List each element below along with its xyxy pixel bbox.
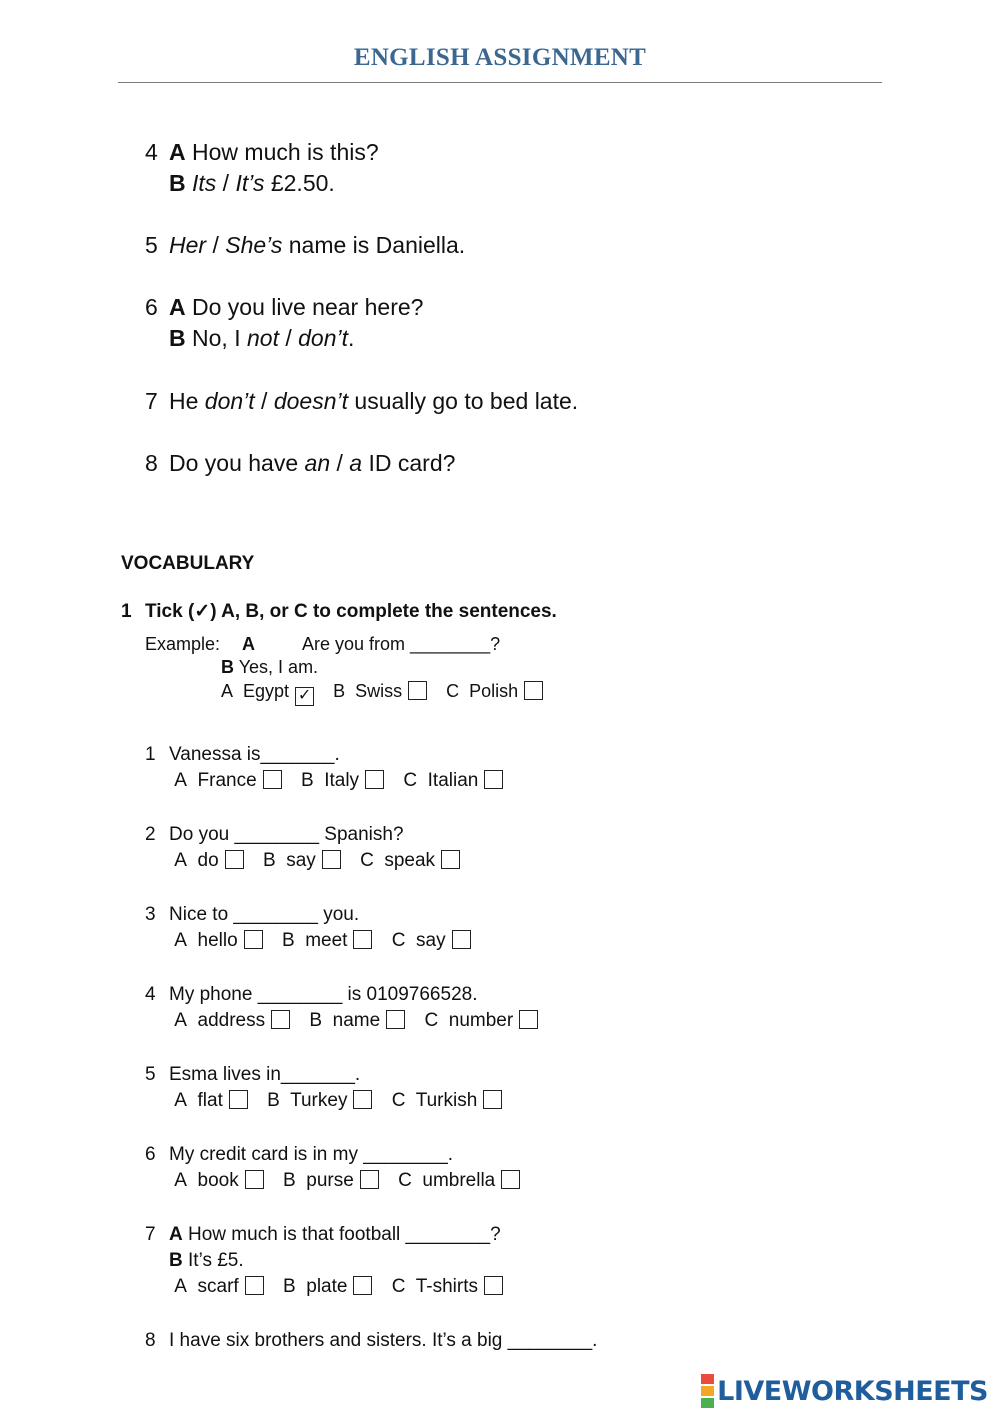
question-number: 8 (145, 450, 158, 476)
question-text: Vanessa is_______. (169, 744, 340, 765)
option-b (301, 768, 386, 794)
option-a (174, 1274, 265, 1300)
example-b-text: Yes, I am. (238, 657, 319, 677)
option-c (446, 680, 545, 703)
checkbox[interactable] (519, 1010, 538, 1029)
option-letter: C (391, 1276, 406, 1297)
option-letter: C (424, 1010, 439, 1031)
grammar-question-7 (145, 386, 578, 417)
option-letter: B (333, 681, 346, 701)
option-letter: A (174, 1276, 187, 1297)
checkbox[interactable] (386, 1010, 405, 1029)
speaker-b-label: B (169, 1250, 183, 1271)
example-label: Example: (145, 634, 221, 654)
header-divider (118, 82, 882, 83)
checkbox[interactable] (452, 930, 471, 949)
option-c (392, 928, 473, 954)
checkbox[interactable] (322, 850, 341, 869)
choice-option-2[interactable]: a (349, 450, 363, 476)
checkbox-ticked[interactable]: ✓ (295, 687, 314, 706)
question-number: 5 (145, 232, 158, 258)
checkbox[interactable] (271, 1010, 290, 1029)
choice-option-2[interactable]: She’s (225, 232, 283, 258)
option-word: meet (305, 930, 348, 951)
choice-option-1[interactable]: an (304, 450, 331, 476)
choice-separator: / (330, 450, 350, 476)
option-letter: A (174, 1090, 187, 1111)
option-b (283, 1274, 374, 1300)
question-text: Nice to ________ you. (169, 904, 360, 925)
example-a-label: A (242, 634, 255, 654)
checkbox[interactable] (225, 850, 244, 869)
option-c (398, 1168, 522, 1194)
sentence-start: Do you have (169, 450, 305, 476)
choice-option-2[interactable]: doesn’t (273, 388, 349, 414)
question-number: 3 (145, 904, 156, 925)
sentence-start: No, I (192, 325, 247, 351)
choice-option-2[interactable]: It’s (235, 170, 265, 196)
checkbox[interactable] (229, 1090, 248, 1109)
checkbox[interactable] (360, 1170, 379, 1189)
choice-option-1[interactable]: Its (192, 170, 217, 196)
option-letter: C (398, 1170, 412, 1191)
checkbox[interactable] (245, 1276, 264, 1295)
option-word: name (332, 1010, 381, 1031)
option-c (424, 1008, 540, 1034)
option-word: France (197, 770, 257, 791)
question-number: 4 (145, 984, 156, 1005)
choice-option-2[interactable]: don’t (298, 325, 349, 351)
option-word: scarf (197, 1276, 239, 1297)
grammar-question-4 (145, 137, 379, 199)
checkbox[interactable] (408, 681, 427, 700)
option-letter: C (391, 930, 406, 951)
option-letter: B (309, 1010, 323, 1031)
question-number: 8 (145, 1330, 156, 1351)
page-title: ENGLISH ASSIGNMENT (353, 44, 647, 71)
option-word: plate (306, 1276, 348, 1297)
speaker-a-text: Do you live near here? (192, 294, 424, 320)
question-number: 6 (145, 1144, 156, 1165)
checkbox[interactable] (501, 1170, 520, 1189)
question-number: 7 (145, 1224, 156, 1245)
option-a (174, 1168, 265, 1194)
speaker-a-text: How much is this? (192, 139, 379, 165)
vocab-question-5 (145, 1062, 516, 1114)
example-a-text: Are you from ________? (302, 634, 501, 654)
option-letter: A (174, 930, 187, 951)
option-letter: A (174, 770, 187, 791)
option-letter: B (262, 850, 276, 871)
option-letter: C (391, 1090, 406, 1111)
option-a (174, 928, 264, 954)
checkbox[interactable] (441, 850, 460, 869)
vocab-question-4 (145, 982, 552, 1034)
checkbox[interactable] (484, 770, 503, 789)
question-text: How much is that football ________? (188, 1224, 501, 1245)
option-letter: C (360, 850, 374, 871)
option-word: Swiss (355, 681, 403, 701)
option-word: book (197, 1170, 239, 1191)
option-word: Turkey (290, 1090, 348, 1111)
checkbox[interactable] (244, 930, 263, 949)
sentence-rest: £2.50. (264, 170, 335, 196)
grammar-question-6 (145, 292, 423, 354)
liveworksheets-logo (701, 1373, 988, 1409)
option-word: Polish (469, 681, 519, 701)
checkbox[interactable] (524, 681, 543, 700)
option-word: do (197, 850, 219, 871)
checkbox[interactable] (353, 1090, 372, 1109)
sentence-rest: . (348, 325, 355, 351)
option-word: Turkish (415, 1090, 478, 1111)
question-number: 1 (145, 744, 156, 765)
question-text: Do you ________ Spanish? (169, 824, 404, 845)
question-text: Esma lives in_______. (169, 1064, 361, 1085)
option-word: Italian (427, 770, 479, 791)
option-letter: A (221, 681, 234, 701)
option-letter: C (446, 681, 460, 701)
checkbox[interactable] (263, 770, 282, 789)
sentence-rest: name is Daniella. (282, 232, 466, 258)
exercise-number: 1 (121, 601, 132, 622)
logo-icon (701, 1373, 714, 1409)
option-letter: B (283, 1276, 296, 1297)
option-word: T-shirts (415, 1276, 478, 1297)
option-letter: B (281, 930, 295, 951)
option-a (174, 1088, 250, 1114)
option-letter: A (174, 850, 187, 871)
vocab-question-6 (145, 1142, 534, 1194)
option-b (283, 1168, 381, 1194)
choice-separator: / (278, 325, 299, 351)
option-letter: A (174, 1010, 187, 1031)
option-a (221, 680, 316, 706)
question-number: 7 (145, 388, 158, 414)
question-number: 4 (145, 139, 158, 165)
option-letter: A (174, 1170, 187, 1191)
logo-text: LIVEWORKSHEETS (717, 1375, 988, 1407)
option-word: Egypt (243, 681, 290, 701)
checkbox[interactable] (365, 770, 384, 789)
vocab-question-3 (145, 902, 485, 954)
vocab-question-1 (145, 742, 517, 794)
option-letter: B (300, 770, 314, 791)
exercise-instruction (121, 600, 557, 623)
option-letter: B (283, 1170, 296, 1191)
speaker-b-label: B (169, 325, 186, 351)
speaker-a-label: A (169, 139, 186, 165)
choice-option-1[interactable]: don’t (204, 388, 255, 414)
option-b (333, 680, 429, 703)
option-b (263, 848, 343, 874)
option-word: hello (197, 930, 238, 951)
checkbox[interactable] (245, 1170, 264, 1189)
question-number: 6 (145, 294, 158, 320)
vocab-question-8 (145, 1328, 597, 1354)
instruction-text: Tick (✓) A, B, or C to complete the sentences. (145, 601, 557, 622)
vocab-question-7 (145, 1222, 517, 1300)
option-word: say (286, 850, 316, 871)
choice-separator: / (216, 170, 236, 196)
choice-option-1[interactable]: not (246, 325, 279, 351)
question-text: I have six brothers and sisters. It’s a big ________. (169, 1330, 598, 1351)
option-c (392, 1274, 505, 1300)
checkbox[interactable] (483, 1090, 502, 1109)
example-b-label: B (221, 657, 234, 677)
option-b (309, 1008, 407, 1034)
option-a (174, 848, 245, 874)
option-word: number (448, 1010, 514, 1031)
section-heading: VOCABULARY (121, 553, 255, 574)
vocab-question-2 (145, 822, 474, 874)
example-b-line (221, 656, 318, 679)
sentence-rest: usually go to bed late. (348, 388, 579, 414)
choice-option-1[interactable]: Her (169, 232, 207, 258)
speaker-b-label: B (169, 170, 186, 196)
example-options (221, 680, 557, 706)
option-word: address (197, 1010, 266, 1031)
option-word: say (416, 930, 446, 951)
option-word: speak (384, 850, 436, 871)
grammar-question-8 (145, 448, 455, 479)
option-c (360, 848, 462, 874)
checkbox[interactable] (353, 930, 372, 949)
option-word: Italy (324, 770, 360, 791)
option-word: umbrella (422, 1170, 496, 1191)
speaker-a-label: A (169, 1224, 183, 1245)
question-text: My credit card is in my ________. (169, 1144, 454, 1165)
checkbox[interactable] (353, 1276, 372, 1295)
speaker-a-label: A (169, 294, 186, 320)
question-text: My phone ________ is 0109766528. (169, 984, 478, 1005)
option-c (403, 768, 505, 794)
option-c (392, 1088, 505, 1114)
choice-separator: / (206, 232, 226, 258)
option-letter: C (403, 770, 418, 791)
option-letter: B (267, 1090, 280, 1111)
grammar-question-5 (145, 230, 465, 261)
option-word: purse (306, 1170, 354, 1191)
question-number: 2 (145, 824, 156, 845)
option-b (282, 928, 375, 954)
sentence-start: He (169, 388, 205, 414)
choice-separator: / (254, 388, 274, 414)
question-number: 5 (145, 1064, 156, 1085)
option-word: flat (197, 1090, 223, 1111)
sentence-rest: ID card? (362, 450, 456, 476)
speaker-b-text: It’s £5. (188, 1250, 244, 1271)
checkbox[interactable] (484, 1276, 503, 1295)
option-a (174, 1008, 292, 1034)
option-b (267, 1088, 374, 1114)
option-a (174, 768, 283, 794)
